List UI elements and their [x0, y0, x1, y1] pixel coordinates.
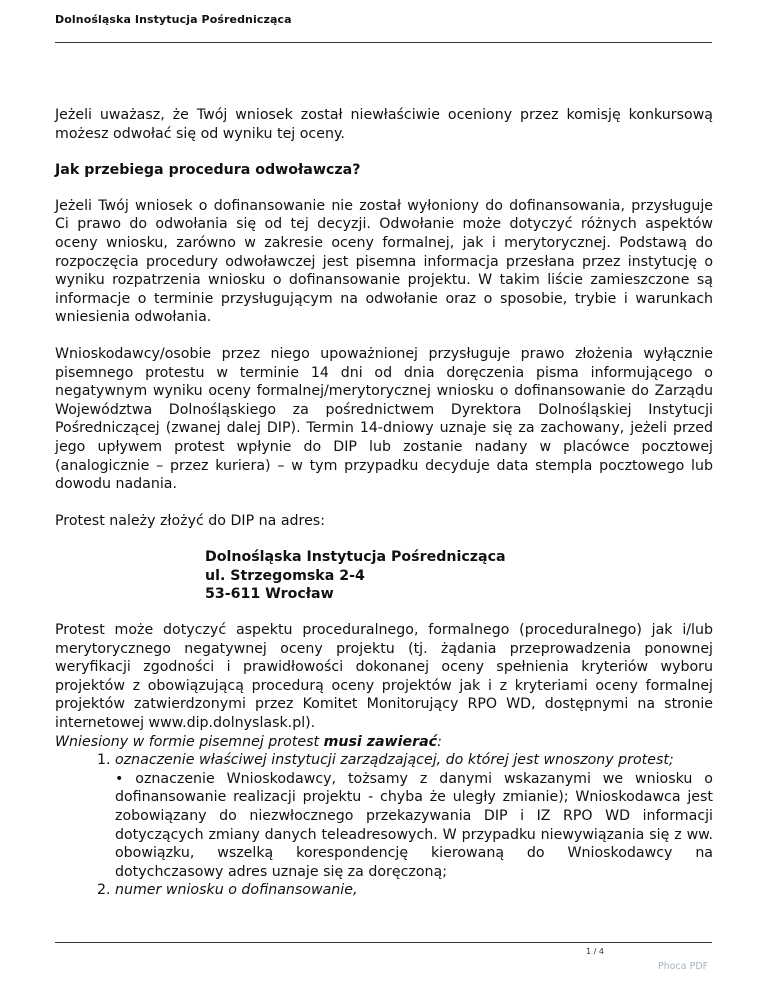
list-item — [115, 751, 713, 881]
list-item — [115, 881, 713, 900]
header-divider — [55, 42, 712, 43]
address-institution: Dolnośląska Instytucja Pośrednicząca — [205, 549, 506, 566]
requirements-list — [55, 751, 713, 900]
protest-requirements-intro: Wniesiony w formie pisemnej protest musi zawierać: — [55, 733, 442, 750]
procedure-paragraph: Jeżeli Twój wniosek o dofinansowanie nie został wyłoniony do dofinansowania, przysługuje Ci prawo do odwołania się od tej decyzji. Odwołanie może dotyczyć różnych aspektów oceny wniosku, zarówno w zakresie oceny formalnej, jak i merytorycznej. Podstawą do rozpoczęcia procedury odwoławczej jest pisemna informacja przesłana przez instytucję o wyniku rozpatrzenia wniosku o dofinansowanie projektu. W takim liście zamieszczone są informacje o terminie przysługującym na odwołanie oraz o sposobie, trybie i warunkach wniesienia odwołania. — [55, 197, 713, 326]
list-item-1-title: oznaczenie właściwej instytucji zarządzającej, do której jest wnoszony protest; — [115, 752, 674, 769]
intro-paragraph: Jeżeli uważasz, że Twój wniosek został niewłaściwie oceniony przez komisję konkursową możesz odwołać się od wyniku tej oceny. — [55, 107, 713, 142]
list-item-2-title: numer wniosku o dofinansowanie, — [115, 882, 358, 899]
address-street: ul. Strzegomska 2-4 — [205, 567, 365, 584]
document-body — [55, 106, 713, 900]
phoca-pdf-watermark: Phoca PDF — [658, 961, 709, 972]
address-city: 53-611 Wrocław — [205, 586, 334, 603]
protest-scope-paragraph: Protest może dotyczyć aspektu proceduralnego, formalnego (proceduralnego) jak i/lub merytorycznego negatywnej oceny projektu (tj. żądania przeprowadzenia ponownej weryfikacji zgodności i prawidłowości dokonanej oceny spełnienia kryteriów wyboru projektów z obowiązującą procedurą oceny projektów jak i z kryteriami oceny formalnej projektów zatwierdzonymi przez Komitet Monitorujący RPO WD, dostępnymi na stronie internetowej www.dip.dolnyslask.pl). — [55, 622, 713, 732]
document-header-title: Dolnośląska Instytucja Pośrednicząca — [55, 13, 292, 26]
footer-divider — [55, 942, 712, 943]
address-block — [205, 548, 713, 604]
list-item-1-detail: • oznaczenie Wnioskodawcy, tożsamy z danymi wskazanymi we wniosku o dofinansowanie realizacji projektu - chyba że uległy zmianie); Wnioskodawca jest zobowiązany do niezwłocznego przekazywania DIP i IZ RPO WD informacji dotyczących zmiany danych teleadresowych. W przypadku niewywiązania się z ww. obowiązku, wszelką korespondencję kierowaną do Wnioskodawcy na dotychczasowy adres uznaje się za doręczoną; — [115, 770, 713, 880]
protest-deadline-paragraph: Wnioskodawcy/osobie przez niego upoważnionej przysługuje prawo złożenia wyłącznie pisemnego protestu w terminie 14 dni od dnia doręczenia pisma informującego o negatywnym wyniku oceny formalnej/merytorycznej wniosku o dofinansowanie do Zarządu Województwa Dolnośląskiego za pośrednictwem Dyrektora Dolnośląskiej Instytucji Pośredniczącej (zwanej dalej DIP). Termin 14-dniowy uznaje się za zachowany, jeżeli przed jego upływem protest wpłynie do DIP lub zostanie nadany w placówce pocztowej (analogicznie – przez kuriera) – w tym przypadku decyduje data stempla pocztowego lub dowodu nadania. — [55, 345, 713, 493]
emphasis-must-contain: musi zawierać — [323, 733, 438, 750]
page-number: 1 / 4 — [586, 947, 604, 956]
section-heading: Jak przebiega procedura odwoławcza? — [55, 162, 361, 179]
address-intro: Protest należy złożyć do DIP na adres: — [55, 512, 325, 529]
